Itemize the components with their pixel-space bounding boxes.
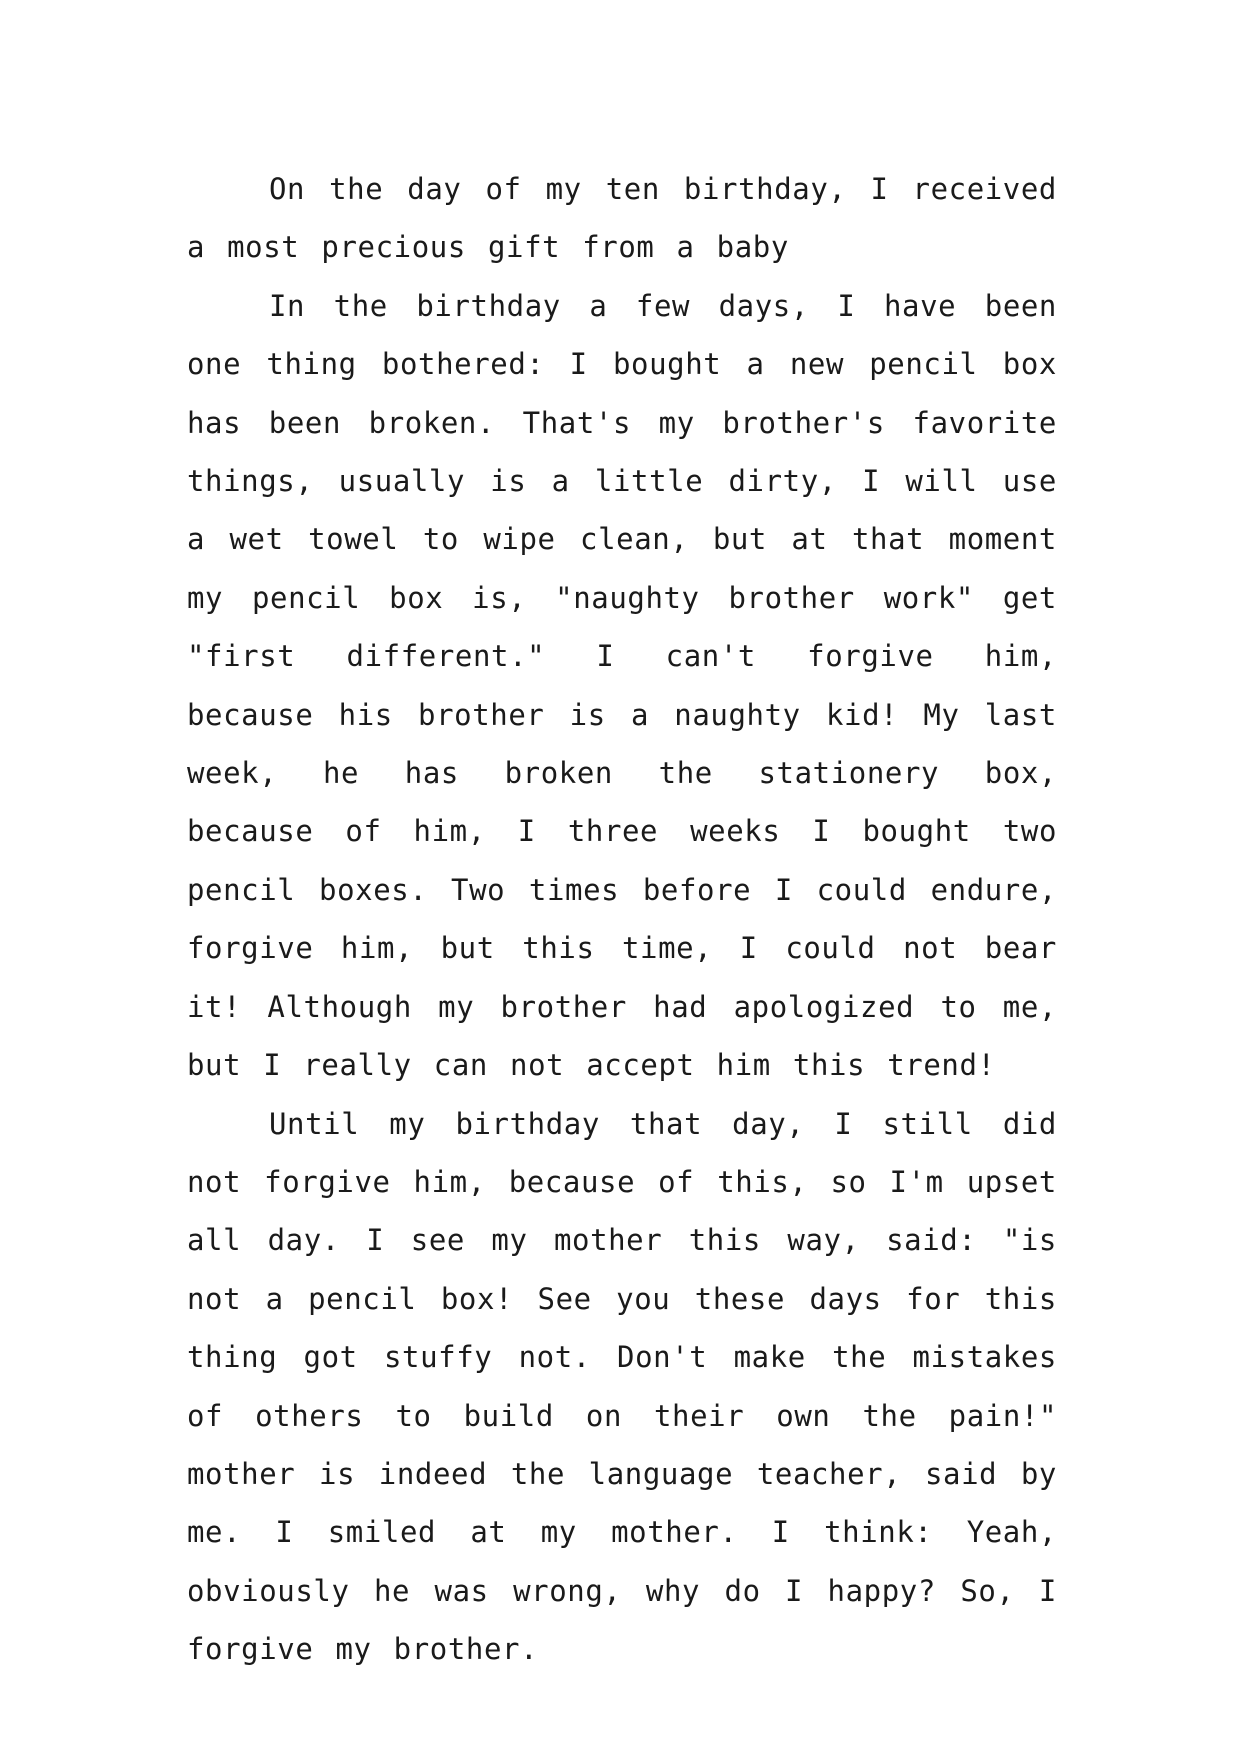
paragraph-pencil-box: In the birthday a few days, I have been one thing bothered: I bought a new pencil box has been broken. That's my brother's favorite things, usually is a little dirty, I will use a wet towel to wipe clean, but at that moment my pencil box is, "naughty brother work" get "first different." I can't forgive him, because his brother is a naughty kid! My last week, he has broken the stationery box, because of him, I three weeks I bought two pencil boxes. Two times before I could endure, forgive him, but this time, I could not bear it! Although my brother had apologized to me, but I really can not accept him this trend! (187, 288, 1057, 1083)
paragraph-forgiveness: Until my birthday that day, I still did not forgive him, because of this, so I'm upset all day. I see my mother this way, said: "is not a pencil box! See you these days for this thing got stuffy not. Don't make the mistakes of others to build on their own the pain!" mother is indeed the language teacher, said by me. I smiled at my mother. I think: Yeah, obviously he was wrong, why do I happy? So, I forgive my brother. (187, 1106, 1057, 1667)
document-body (187, 160, 1057, 1679)
paragraph-intro: On the day of my ten birthday, I received a most precious gift from a baby (187, 172, 1057, 265)
